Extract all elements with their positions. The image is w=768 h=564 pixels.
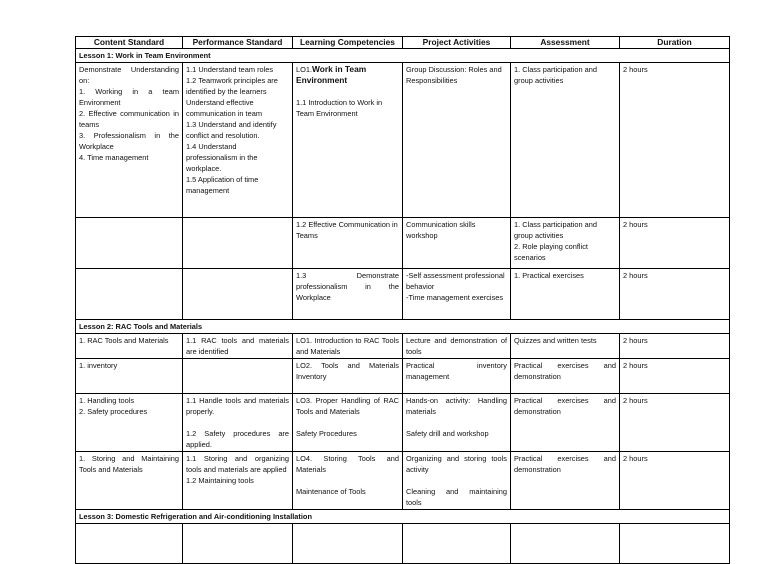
project-activity-cell xyxy=(403,452,511,510)
competency-prefix: LO1. xyxy=(296,65,313,74)
content-standard-cell: 1. RAC Tools and Materials xyxy=(76,334,183,359)
header-project-activities: Project Activities xyxy=(403,37,511,49)
project-activity-text: Communication skills workshop xyxy=(406,220,476,240)
learning-competency-cell: LO2. Tools and Materials Inventory xyxy=(293,359,403,394)
header-learning-competencies: Learning Competencies xyxy=(293,37,403,49)
learning-competency-cell xyxy=(293,524,403,564)
performance-standard-cell xyxy=(183,218,293,269)
project-activity-cell xyxy=(403,63,511,218)
learning-competency-cell xyxy=(293,269,403,320)
assessment-cell: Quizzes and written tests xyxy=(511,334,620,359)
duration-cell: 2 hours xyxy=(620,63,730,218)
performance-standard-cell xyxy=(183,524,293,564)
competency-text: 1.2 Effective Communication in Teams xyxy=(296,220,398,240)
assessment-cell: Practical exercises and demonstration xyxy=(511,452,620,510)
lesson-row xyxy=(76,510,730,524)
assessment-cell xyxy=(511,524,620,564)
assessment-cell xyxy=(511,63,620,218)
learning-competency-cell xyxy=(293,394,403,452)
assessment-text: 1. Class participation and group activities 2. Role playing conflict scenarios xyxy=(514,220,597,262)
duration-cell: 2 hours xyxy=(620,218,730,269)
lesson-row xyxy=(76,320,730,334)
content-standard-cell: 1. Storing and Maintaining Tools and Materials xyxy=(76,452,183,510)
performance-standard-cell xyxy=(183,63,293,218)
project-activity-cell: Lecture and demonstration of tools xyxy=(403,334,511,359)
learning-competency-cell xyxy=(293,63,403,218)
project-activity-text: Cleaning and maintaining tools xyxy=(406,487,507,507)
lesson-1-title-blank xyxy=(403,49,730,63)
performance-standard-cell xyxy=(183,359,293,394)
performance-standard-text: 1.1 Handle tools and materials properly. xyxy=(186,396,289,416)
learning-competency-cell: LO1. Introduction to RAC Tools and Materials xyxy=(293,334,403,359)
assessment-cell: Practical exercises and demonstration xyxy=(511,394,620,452)
competency-subtitle: 1.1 Introduction to Work in Team Environment xyxy=(296,98,383,118)
table-row xyxy=(76,269,730,320)
project-activity-text: Safety drill and workshop xyxy=(406,429,489,438)
header-content-standard: Content Standard xyxy=(76,37,183,49)
lesson-row xyxy=(76,49,730,63)
project-activity-cell xyxy=(403,394,511,452)
project-activity-cell: Practical inventory management xyxy=(403,359,511,394)
content-standard-cell xyxy=(76,524,183,564)
curriculum-table xyxy=(75,36,730,564)
duration-cell: 2 hours xyxy=(620,334,730,359)
table-row xyxy=(76,63,730,218)
project-activity-cell xyxy=(403,524,511,564)
competency-text: LO3. Proper Handling of RAC Tools and Materials xyxy=(296,396,399,416)
competency-text: Safety Procedures xyxy=(296,429,357,438)
competency-text: 1.3 Demonstrate professionalism in the Workplace xyxy=(296,271,399,302)
lesson-3-title: Lesson 3: Domestic Refrigeration and Air-conditioning Installation xyxy=(76,510,730,524)
assessment-text: 1. Practical exercises xyxy=(514,271,584,280)
learning-competency-cell xyxy=(293,452,403,510)
duration-cell xyxy=(620,524,730,564)
project-activity-text: -Self assessment professional behavior -Time management exercises xyxy=(406,271,505,302)
header-row xyxy=(76,37,730,49)
header-duration: Duration xyxy=(620,37,730,49)
assessment-text: 1. Class participation and group activities xyxy=(514,65,597,85)
duration-cell: 2 hours xyxy=(620,452,730,510)
competency-text: LO4. Storing Tools and Materials xyxy=(296,454,399,474)
header-assessment: Assessment xyxy=(511,37,620,49)
performance-standard-cell xyxy=(183,394,293,452)
lesson-1-title: Lesson 1: Work in Team Environment xyxy=(76,49,403,63)
project-activity-text: Hands-on activity: Handling materials xyxy=(406,396,507,416)
table-row xyxy=(76,394,730,452)
performance-standard-text: 1.2 Safety procedures are applied. xyxy=(186,429,289,449)
project-activity-cell xyxy=(403,269,511,320)
content-standard-text: 1. Handling tools 2. Safety procedures xyxy=(79,396,148,416)
competency-text: Maintenance of Tools xyxy=(296,487,366,496)
header-performance-standard: Performance Standard xyxy=(183,37,293,49)
project-activity-text: Group Discussion: Roles and Responsibilities xyxy=(406,65,502,85)
table-row xyxy=(76,218,730,269)
content-standard-text: Demonstrate Understanding on: 1. Working in a team Environment 2. Effective communication in teams 3. Professionalism in the Workplace 4. Time management xyxy=(79,65,179,162)
assessment-cell: Practical exercises and demonstration xyxy=(511,359,620,394)
lesson-2-title: Lesson 2: RAC Tools and Materials xyxy=(76,320,730,334)
performance-standard-cell xyxy=(183,452,293,510)
assessment-cell xyxy=(511,218,620,269)
content-standard-cell: 1. inventory xyxy=(76,359,183,394)
performance-standard-cell xyxy=(183,269,293,320)
content-standard-cell xyxy=(76,269,183,320)
content-standard-cell xyxy=(76,394,183,452)
learning-competency-cell xyxy=(293,218,403,269)
content-standard-cell xyxy=(76,63,183,218)
table-row xyxy=(76,334,730,359)
table-row xyxy=(76,452,730,510)
project-activity-text: Organizing and storing tools activity xyxy=(406,454,507,474)
table-row xyxy=(76,524,730,564)
table-row xyxy=(76,359,730,394)
duration-cell: 2 hours xyxy=(620,359,730,394)
project-activity-cell xyxy=(403,218,511,269)
performance-standard-cell: 1.1 RAC tools and materials are identified xyxy=(183,334,293,359)
assessment-cell xyxy=(511,269,620,320)
performance-standard-text: 1.1 Storing and organizing tools and materials are applied 1.2 Maintaining tools xyxy=(186,454,289,485)
content-standard-cell xyxy=(76,218,183,269)
duration-cell: 2 hours xyxy=(620,269,730,320)
competency-title: Work in Team Environment xyxy=(296,64,367,85)
performance-standard-text: 1.1 Understand team roles 1.2 Teamwork principles are identified by the learners Understand effective communication in team 1.3 Understand and identify conflict and resolution. 1.4 Understand professionalism in the workplace. 1.5 Application of time management xyxy=(186,65,278,195)
duration-cell: 2 hours xyxy=(620,394,730,452)
